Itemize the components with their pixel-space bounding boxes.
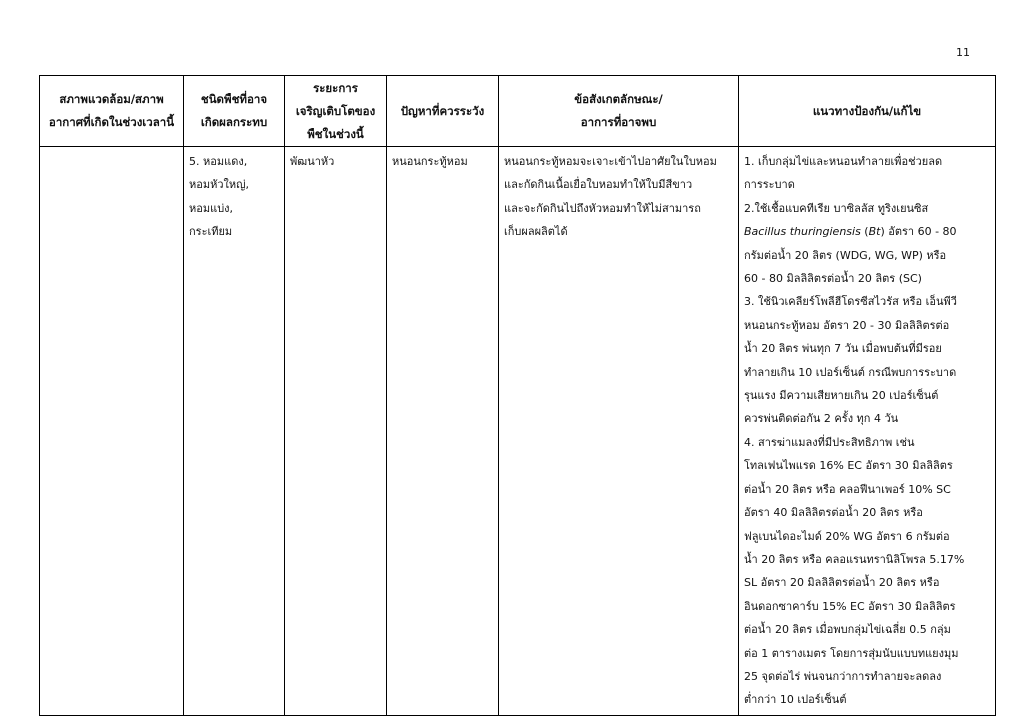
cell-solutions: 1. เก็บกลุ่มไข่และหนอนทำลายเพื่อช่วยลด การระบาด 2.ใช้เชื้อแบคทีเรีย บาซิลลัส ทูริงเยนซิส Bacillus thuringiensis (Bt) อัตรา 60 - 80 กรัมต่อน้ำ 20 ลิตร (WDG, WG, WP) หรือ 60 - 80 มิลลิลิตรต่อน้ำ 20 ลิตร (SC) 3. ใช้นิวเคลียร์โพลีฮีโดรซีสไวรัส หรือ เอ็นพีวี หนอนกระทู้หอม อัตรา 20 - 30 มิลลิลิตรต่อ น้ำ 20 ลิตร พ่นทุก 7 วัน เมื่อพบต้นที่มีรอย ทำลายเกิน 10 เปอร์เซ็นต์ กรณีพบการระบาด รุนแรง มีความเสียหายเกิน 20 เปอร์เซ็นต์ ควรพ่นติดต่อกัน 2 ครั้ง ทุก 4 วัน 4. สารฆ่าแมลงที่มีประสิทธิภาพ เช่น โทลเฟนไพแรด 16% EC อัตรา 30 มิลลิลิตร ต่อน้ำ 20 ลิตร หรือ คลอฟีนาเพอร์ 10% SC อัตรา 40 มิลลิลิตรต่อน้ำ 20 ลิตร หรือ ฟลูเบนไดอะไมด์ 20% WG อัตรา 6 กรัมต่อ น้ำ 20 ลิตร หรือ คลอแรนทรานิลิโพรล 5.17% SL อัตรา 20 มิลลิลิตรต่อน้ำ 20 ลิตร หรือ อินดอกซาคาร์บ 15% EC อัตรา 30 มิลลิลิตร ต่อน้ำ 20 ลิตร เมื่อพบกลุ่มไข่เฉลี่ย 0.5 กลุ่ม ต่อ 1 ตารางเมตร โดยการสุ่มนับแบบทแยงมุม 25 จุดต่อไร่ พ่นจนกว่าการทำลายจะลดลง ต่ำกว่า 10 เปอร์เซ็นต์ <box>739 147 996 716</box>
bt-abbrev: Bt <box>868 225 881 239</box>
cell-environment <box>40 147 184 716</box>
cell-symptoms: หนอนกระทู้หอมจะเจาะเข้าไปอาศัยในใบหอม และกัดกินเนื้อเยื่อใบหอมทำให้ใบมีสีขาว และจะกัดกินไปถึงหัวหอมทำให้ไม่สามารถ เก็บผลผลิตได้ <box>499 147 739 716</box>
cell-growth-stage: พัฒนาหัว <box>285 147 387 716</box>
cell-crops: 5. หอมแดง, หอมหัวใหญ่, หอมแบ่ง, กระเทียม <box>184 147 285 716</box>
header-growth-stage: ระยะการ เจริญเติบโตของ พืชในช่วงนี้ <box>285 76 387 147</box>
header-symptoms: ข้อสังเกตลักษณะ/ อาการที่อาจพบ <box>499 76 739 147</box>
header-problem: ปัญหาที่ควรระวัง <box>387 76 499 147</box>
pest-management-table <box>39 75 996 716</box>
header-environment: สภาพแวดล้อม/สภาพ อากาศที่เกิดในช่วงเวลานี้ <box>40 76 184 147</box>
table-row <box>40 147 996 716</box>
table-header-row <box>40 76 996 147</box>
bt-line: Bacillus thuringiensis (Bt) อัตรา 60 - 80 <box>744 225 957 239</box>
cell-problem: หนอนกระทู้หอม <box>387 147 499 716</box>
header-crop-type: ชนิดพืชที่อาจ เกิดผลกระทบ <box>184 76 285 147</box>
species-name: Bacillus thuringiensis <box>744 225 861 239</box>
header-solutions: แนวทางป้องกัน/แก้ไข <box>739 76 996 147</box>
page-number: 11 <box>956 46 970 59</box>
